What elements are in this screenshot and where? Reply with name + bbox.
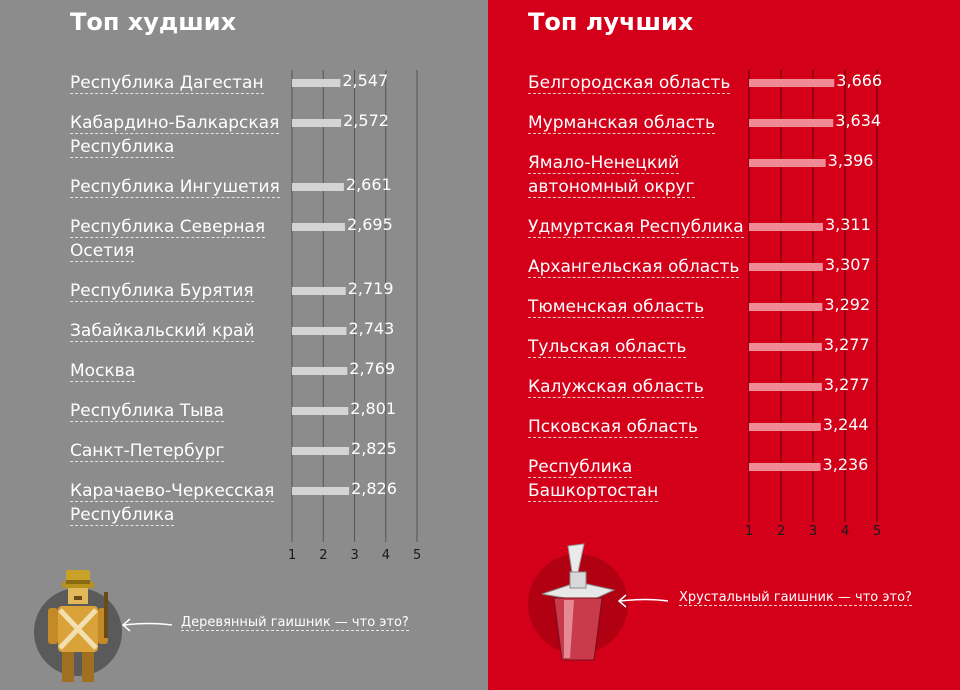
x-tick-label: 3	[350, 548, 359, 563]
bar	[292, 223, 345, 231]
region-label-line: Республика Тыва	[70, 401, 224, 421]
worst-title: Топ худших	[70, 8, 237, 36]
region-label-line: Мурманская область	[528, 113, 715, 133]
crystal-officer-link[interactable]	[679, 590, 912, 605]
region-label-line: Тульская область	[528, 337, 687, 357]
bar-value-label: 3,307	[824, 255, 871, 274]
best-title: Топ лучших	[528, 8, 694, 36]
wooden-traffic-officer-icon[interactable]	[28, 562, 128, 690]
region-label[interactable]	[70, 71, 264, 95]
x-tick-label: 2	[319, 548, 328, 563]
bar	[292, 327, 346, 335]
bar	[292, 447, 349, 455]
bar-value-label: 2,719	[347, 279, 394, 298]
region-label-line: Москва	[70, 361, 136, 381]
arrow-left-icon	[616, 592, 670, 608]
x-tick-label: 4	[841, 524, 850, 539]
region-label-line: Забайкальский край	[70, 321, 255, 341]
bar-value-label: 2,826	[351, 479, 397, 498]
bar-value-label: 3,292	[824, 295, 871, 314]
bar-value-label: 3,236	[822, 455, 869, 474]
region-label[interactable]	[70, 359, 135, 383]
wooden-officer-caption: Деревянный гаишник — что это?	[181, 615, 409, 630]
region-label[interactable]	[528, 375, 704, 399]
region-label[interactable]	[70, 399, 224, 423]
bar-value-label: 2,695	[346, 215, 393, 234]
region-label-line: Республика	[528, 457, 633, 477]
region-label[interactable]	[70, 175, 280, 199]
bar	[292, 487, 349, 495]
region-label[interactable]	[528, 215, 744, 239]
bar	[292, 79, 340, 87]
region-label-line: Архангельская область	[528, 257, 740, 277]
crystal-officer-caption: Хрустальный гаишник — что это?	[679, 590, 912, 605]
x-tick-label: 3	[809, 524, 818, 539]
region-label[interactable]	[528, 455, 658, 503]
bar-value-label: 2,547	[342, 71, 389, 90]
region-label[interactable]	[528, 295, 704, 319]
bar	[292, 407, 348, 415]
bar	[749, 159, 826, 167]
bar	[749, 79, 834, 87]
bar-value-label: 3,396	[827, 151, 874, 170]
region-label[interactable]	[528, 255, 739, 279]
bar	[749, 303, 822, 311]
bar	[292, 367, 347, 375]
bar	[749, 383, 822, 391]
wooden-officer-link[interactable]	[181, 615, 409, 630]
bar-value-label: 3,666	[836, 71, 883, 90]
bar-value-label: 3,277	[823, 335, 870, 354]
region-label-line: Санкт-Петербург	[70, 441, 225, 461]
bar	[292, 183, 344, 191]
bar	[749, 343, 822, 351]
bar-value-label: 2,661	[345, 175, 392, 194]
region-label-line: Калужская область	[528, 377, 704, 397]
region-label-line: Удмуртская Республика	[528, 217, 744, 237]
bar-value-label: 3,634	[835, 111, 882, 130]
bar-value-label: 2,572	[343, 111, 389, 130]
region-label[interactable]	[70, 111, 279, 159]
region-label-line: Республика	[70, 137, 175, 157]
region-label-line: Карачаево-Черкесская	[70, 481, 275, 501]
bar-value-label: 3,311	[824, 215, 871, 234]
region-label-line: Кабардино-Балкарская	[70, 113, 280, 133]
region-label[interactable]	[528, 151, 695, 199]
region-label-line: Республика Бурятия	[70, 281, 254, 301]
region-label-line: автономный округ	[528, 177, 695, 197]
crystal-traffic-officer-icon[interactable]	[528, 542, 628, 670]
region-label[interactable]	[70, 215, 265, 263]
region-label[interactable]	[70, 279, 254, 303]
region-label-line: Осетия	[70, 241, 135, 261]
region-label-line: Республика	[70, 505, 175, 525]
region-label[interactable]	[70, 319, 254, 343]
bar	[292, 287, 346, 295]
region-label[interactable]	[528, 335, 686, 359]
region-label-line: Белгородская область	[528, 73, 731, 93]
bar-value-label: 2,801	[350, 399, 397, 418]
arrow-left-icon	[120, 616, 174, 632]
x-tick-label: 5	[873, 524, 882, 539]
bar-value-label: 3,244	[822, 415, 869, 434]
region-label-line: Тюменская область	[528, 297, 705, 317]
x-tick-label: 1	[288, 548, 297, 563]
region-label[interactable]	[528, 415, 698, 439]
bar	[749, 463, 821, 471]
best-panel	[488, 0, 960, 690]
x-tick-label: 1	[745, 524, 754, 539]
bar	[292, 119, 341, 127]
bar	[749, 263, 823, 271]
bar-value-label: 2,769	[349, 359, 396, 378]
region-label-line: Республика Северная	[70, 217, 266, 237]
region-label[interactable]	[70, 439, 224, 463]
region-label-line: Республика Ингушетия	[70, 177, 280, 197]
x-tick-label: 2	[777, 524, 786, 539]
bar-value-label: 3,277	[823, 375, 870, 394]
x-tick-label: 5	[413, 548, 422, 563]
region-label-line: Псковская область	[528, 417, 698, 437]
region-label-line: Башкортостан	[528, 481, 659, 501]
region-label[interactable]	[528, 111, 715, 135]
x-tick-label: 4	[381, 548, 391, 563]
bar-value-label: 2,825	[351, 439, 397, 458]
bar-value-label: 2,743	[348, 319, 395, 338]
bar	[749, 119, 833, 127]
bar	[749, 423, 821, 431]
region-label[interactable]	[70, 479, 274, 527]
bar	[749, 223, 823, 231]
region-label-line: Республика Дагестан	[70, 73, 264, 93]
region-label[interactable]	[528, 71, 730, 95]
region-label-line: Ямало-Ненецкий	[528, 153, 680, 173]
